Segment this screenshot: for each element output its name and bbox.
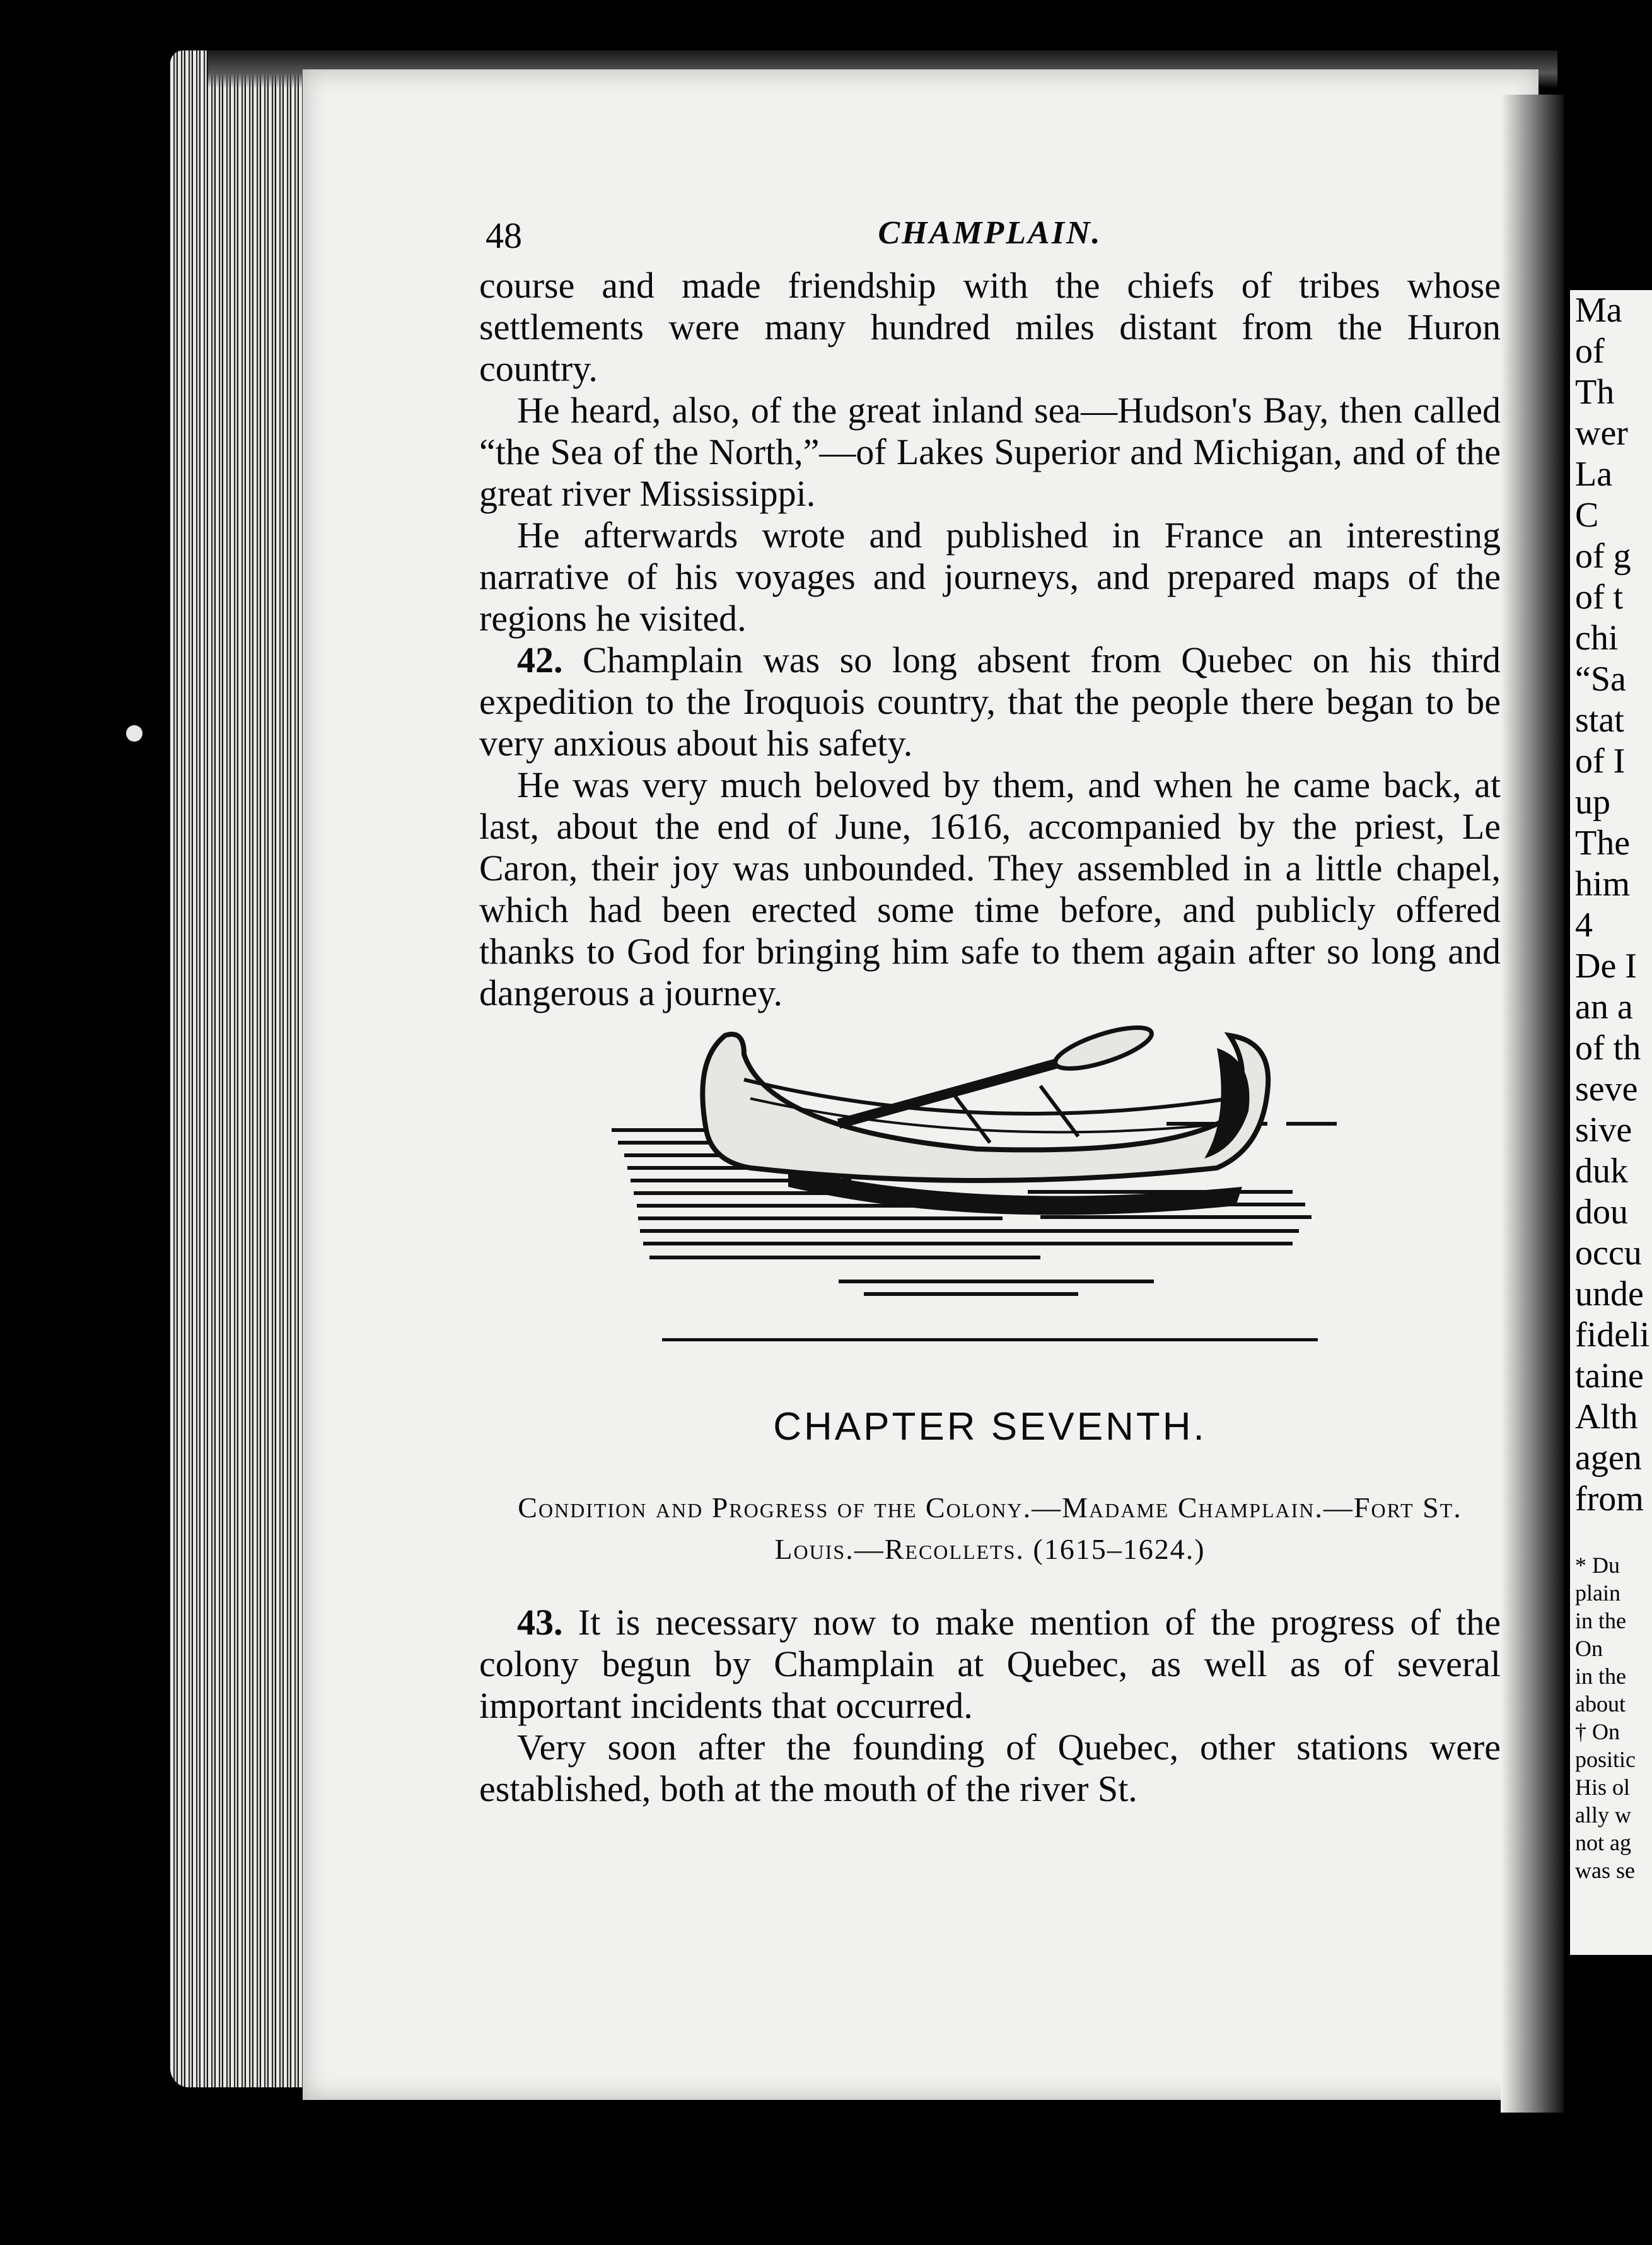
facing-page-fragment-line: Alth — [1575, 1397, 1638, 1437]
facing-page-fragment-line: an a — [1575, 988, 1633, 1027]
facing-page-footnote-line: On — [1575, 1636, 1603, 1661]
chapter-subtitle: Condition and Progress of the Colony.—Madame Champlain.—Fort St. Louis.—Recollets. (1615–1624.) — [518, 1491, 1462, 1565]
facing-page-fragment-line: him — [1575, 865, 1631, 904]
facing-page-fragment-line: dou — [1575, 1192, 1628, 1232]
page-content — [479, 214, 1501, 1810]
numbered-paragraph — [479, 639, 1501, 764]
facing-page-fragment-line: Th — [1575, 373, 1615, 412]
facing-page-fragment-line: wer — [1575, 414, 1628, 453]
numbered-paragraph — [479, 1602, 1501, 1727]
facing-page-fragment-line: of g — [1575, 537, 1631, 576]
facing-page-fragment-line: Ma — [1575, 291, 1622, 330]
facing-page-fragment-line: De I — [1575, 947, 1637, 986]
facing-page-text — [1570, 290, 1652, 1520]
facing-page-footnote-line: about — [1575, 1691, 1626, 1717]
facing-page-footnote-line: in the — [1575, 1664, 1626, 1689]
margin-speck — [126, 725, 143, 742]
paragraph: He afterwards wrote and published in France an interesting narrative of his voyages and journeys, and prepared maps of the regions he visited. — [479, 515, 1501, 639]
paragraph: Very soon after the founding of Quebec, other stations were established, both at the mouth of the river St. — [479, 1727, 1501, 1809]
facing-page-fragment-line: chi — [1575, 619, 1619, 658]
page-number: 48 — [486, 215, 522, 256]
paragraph: He was very much beloved by them, and when he came back, at last, about the end of June, 1616, accompanied by the priest, Le Caron, their joy was unbounded. They assembled in a little chapel, which had been erected some time before, and publicly offered thanks to God for bringing him safe to them again after so long and dangerous a journey. — [479, 764, 1501, 1013]
facing-page-footnote-line: * Du — [1575, 1553, 1620, 1578]
facing-page-fragment-line: from — [1575, 1479, 1644, 1519]
page-header — [479, 214, 1501, 265]
paragraph: course and made friendship with the chiefs of tribes whose settlements were many hundred miles distant from the Huron country. — [479, 265, 1501, 389]
paragraph-number: 43. — [517, 1602, 563, 1643]
facing-page-fragment-line: of t — [1575, 578, 1624, 617]
facing-page-fragment-line: unde — [1575, 1274, 1644, 1314]
facing-page-footnote-line: † On — [1575, 1719, 1620, 1744]
paragraph-text: Champlain was so long absent from Quebec on his third expedition to the Iroquois country, that the people there began to be very anxious about his safety. — [479, 639, 1501, 764]
facing-page-fragment-line: duk — [1575, 1152, 1628, 1191]
facing-page-fragment-line: of — [1575, 332, 1605, 371]
facing-page-fragment-line: 4 — [1575, 906, 1593, 945]
facing-page-footnotes — [1570, 1551, 1652, 1884]
section-rule — [662, 1338, 1318, 1341]
facing-page-fragment-line: of I — [1575, 742, 1626, 781]
facing-page-fragment-line: La — [1575, 455, 1613, 494]
paragraph-text: It is necessary now to make mention of the progress of the colony begun by Champlain at Quebec, as well as of several important incidents that occurred. — [479, 1602, 1501, 1726]
facing-page-footnote-line: not ag — [1575, 1830, 1631, 1855]
facing-page-fragment-line: occu — [1575, 1233, 1642, 1273]
facing-page-fragment-line: sive — [1575, 1111, 1632, 1150]
facing-page-fragment — [1570, 290, 1652, 1955]
facing-page-fragment-line: up — [1575, 783, 1610, 822]
paragraph: He heard, also, of the great inland sea—Hudson's Bay, then called “the Sea of the North,”—of Lakes Superior and Michigan, and of the great river Mississippi. — [479, 390, 1501, 514]
facing-page-footnote-line: was se — [1575, 1858, 1635, 1883]
facing-page-footnote-line: ally w — [1575, 1802, 1631, 1828]
facing-page-footnote-line: plain — [1575, 1580, 1620, 1606]
running-head: CHAMPLAIN. — [878, 215, 1102, 251]
facing-page-footnote-line: positic — [1575, 1747, 1636, 1772]
facing-page-fragment-line: stat — [1575, 701, 1624, 740]
chapter-body — [479, 1602, 1501, 1810]
chapter-title: CHAPTER SEVENTH. — [773, 1405, 1207, 1449]
canoe-illustration — [599, 1023, 1381, 1300]
facing-page-fragment-line: “Sa — [1575, 660, 1626, 699]
book-page-edges — [170, 50, 322, 2087]
facing-page-fragment-line: The — [1575, 824, 1631, 863]
facing-page-fragment-line: taine — [1575, 1356, 1644, 1396]
facing-page-fragment-line: C — [1575, 496, 1599, 535]
facing-page-fragment-line: fideli — [1575, 1315, 1650, 1355]
facing-page-footnote-line: in the — [1575, 1608, 1626, 1633]
facing-page-fragment-line: of th — [1575, 1029, 1641, 1068]
facing-page-fragment-line: seve — [1575, 1070, 1638, 1109]
paragraph-number: 42. — [517, 639, 563, 680]
book-gutter — [1501, 95, 1564, 2113]
facing-page-footnote-line: His ol — [1575, 1775, 1631, 1800]
facing-page-fragment-line: agen — [1575, 1438, 1642, 1478]
